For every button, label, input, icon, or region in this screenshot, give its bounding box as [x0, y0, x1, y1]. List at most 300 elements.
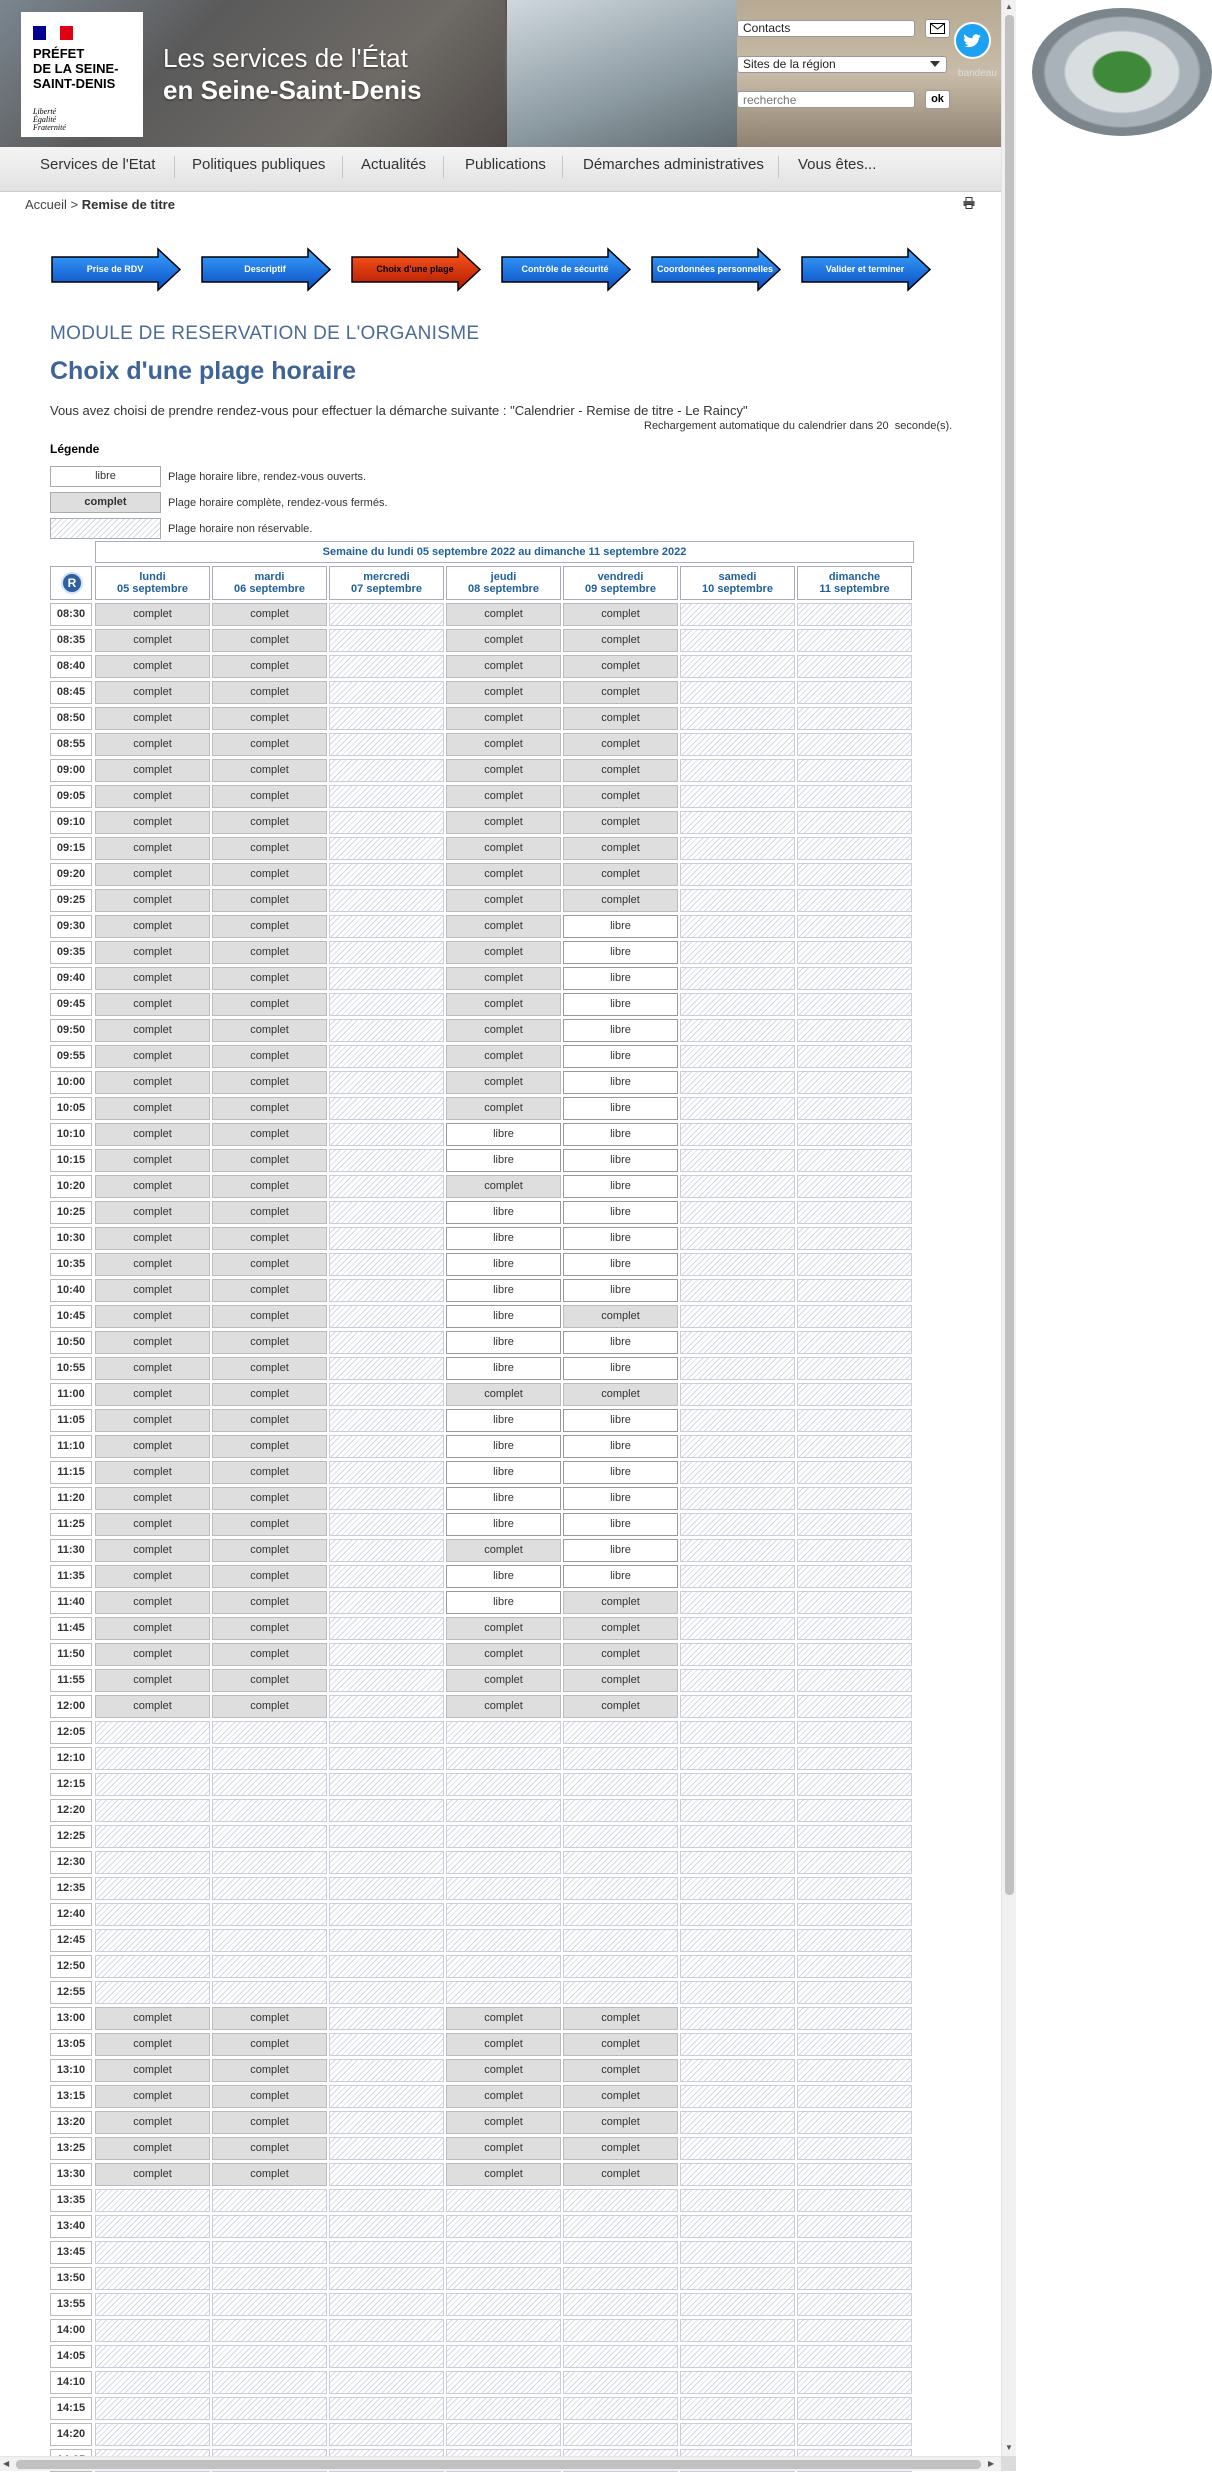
day-header-vendredi: [563, 566, 678, 600]
print-icon[interactable]: [963, 197, 975, 209]
time-label: 10:50: [50, 1331, 92, 1354]
slot-unavailable: [329, 2397, 444, 2420]
slot-unavailable: [680, 1955, 795, 1978]
slot-unavailable: [797, 1201, 912, 1224]
slot-full: complet: [95, 1643, 210, 1666]
nav-vous-etes[interactable]: Vous êtes...: [798, 156, 877, 173]
slot-unavailable: [797, 1357, 912, 1380]
day-name: mardi: [254, 571, 285, 583]
slot-free[interactable]: libre: [446, 1461, 561, 1484]
slot-unavailable: [797, 811, 912, 834]
slot-unavailable: [680, 1435, 795, 1458]
slot-full: complet: [95, 993, 210, 1016]
time-label: 09:55: [50, 1045, 92, 1068]
slot-unavailable: [797, 785, 912, 808]
slot-unavailable: [797, 1175, 912, 1198]
time-label: 11:15: [50, 1461, 92, 1484]
step-label: Coordonnées personnelles: [656, 264, 774, 274]
slot-free[interactable]: libre: [563, 1097, 678, 1120]
slot-unavailable: [329, 2345, 444, 2368]
nav-separator: [443, 156, 444, 178]
slot-unavailable: [563, 2345, 678, 2368]
slot-unavailable: [680, 2007, 795, 2030]
marianne-flag-icon: [33, 26, 73, 40]
time-label: 13:45: [50, 2241, 92, 2264]
legend-free-box: libre: [50, 466, 161, 487]
nav-politiques-publiques[interactable]: Politiques publiques: [192, 156, 326, 173]
time-label: 12:25: [50, 1825, 92, 1848]
slot-unavailable: [797, 2215, 912, 2238]
slot-free[interactable]: libre: [563, 1435, 678, 1458]
nav-separator: [174, 156, 175, 178]
slot-unavailable: [797, 1565, 912, 1588]
time-label: 08:45: [50, 681, 92, 704]
slot-full: complet: [95, 2137, 210, 2160]
slot-full: complet: [212, 1643, 327, 1666]
slot-full: complet: [563, 603, 678, 626]
slot-unavailable: [329, 1643, 444, 1666]
time-label: 14:10: [50, 2371, 92, 2394]
slot-unavailable: [797, 1955, 912, 1978]
time-label: 12:35: [50, 1877, 92, 1900]
slot-unavailable: [329, 1097, 444, 1120]
time-label: 09:05: [50, 785, 92, 808]
slot-free[interactable]: libre: [446, 1305, 561, 1328]
slot-free[interactable]: libre: [446, 1357, 561, 1380]
slot-unavailable: [680, 1877, 795, 1900]
slot-unavailable: [797, 1877, 912, 1900]
slot-unavailable: [329, 2137, 444, 2160]
slot-unavailable: [797, 2033, 912, 2056]
slot-full: complet: [563, 2085, 678, 2108]
slot-full: complet: [95, 655, 210, 678]
day-name: lundi: [139, 571, 166, 583]
slot-full: complet: [563, 2163, 678, 2186]
site-title-line2: en Seine-Saint-Denis: [163, 75, 422, 105]
time-label: 09:25: [50, 889, 92, 912]
slot-full: complet: [212, 1565, 327, 1588]
mail-button[interactable]: [925, 19, 950, 38]
slot-unavailable: [95, 2293, 210, 2316]
nav-demarches[interactable]: Démarches administratives: [583, 156, 764, 173]
slot-free[interactable]: libre: [446, 1409, 561, 1432]
slot-free[interactable]: libre: [563, 1149, 678, 1172]
slot-unavailable: [329, 1019, 444, 1042]
slot-unavailable: [797, 1669, 912, 1692]
slot-unavailable: [797, 1643, 912, 1666]
time-label: 10:40: [50, 1279, 92, 1302]
slot-full: complet: [95, 1019, 210, 1042]
slot-unavailable: [329, 785, 444, 808]
time-label: 08:50: [50, 707, 92, 730]
slot-unavailable: [680, 1487, 795, 1510]
slot-unavailable: [446, 1981, 561, 2004]
slot-free[interactable]: libre: [563, 967, 678, 990]
slot-free[interactable]: libre: [563, 1409, 678, 1432]
motto-line: Liberté: [33, 107, 57, 116]
slot-unavailable: [680, 655, 795, 678]
slot-unavailable: [680, 2319, 795, 2342]
slot-unavailable: [329, 2189, 444, 2212]
slot-unavailable: [95, 1981, 210, 2004]
time-label: 08:35: [50, 629, 92, 652]
time-label: 10:30: [50, 1227, 92, 1250]
slot-full: complet: [446, 1539, 561, 1562]
slot-unavailable: [680, 1981, 795, 2004]
slot-full: complet: [95, 863, 210, 886]
slot-full: complet: [212, 2059, 327, 2082]
slot-free[interactable]: libre: [563, 1201, 678, 1224]
slot-unavailable: [797, 2293, 912, 2316]
time-label: 12:40: [50, 1903, 92, 1926]
slot-full: complet: [446, 2163, 561, 2186]
slot-unavailable: [329, 837, 444, 860]
slot-free[interactable]: libre: [563, 1019, 678, 1042]
day-name: samedi: [718, 571, 757, 583]
day-name: dimanche: [828, 571, 881, 583]
slot-unavailable: [446, 2215, 561, 2238]
slot-full: complet: [212, 1071, 327, 1094]
slot-unavailable: [680, 1175, 795, 1198]
slot-full: complet: [95, 733, 210, 756]
day-name: mercredi: [363, 571, 410, 583]
slot-unavailable: [329, 1695, 444, 1718]
slot-unavailable: [797, 2085, 912, 2108]
slot-unavailable: [563, 1929, 678, 1952]
slot-free[interactable]: libre: [563, 1331, 678, 1354]
time-label: 13:05: [50, 2033, 92, 2056]
time-label: 09:00: [50, 759, 92, 782]
slot-full: complet: [212, 1149, 327, 1172]
slot-unavailable: [329, 1435, 444, 1458]
slot-full: complet: [95, 1435, 210, 1458]
slot-unavailable: [212, 1721, 327, 1744]
slot-full: complet: [95, 889, 210, 912]
time-label: 09:20: [50, 863, 92, 886]
slot-unavailable: [563, 2267, 678, 2290]
slot-unavailable: [680, 785, 795, 808]
slot-free[interactable]: libre: [563, 1357, 678, 1380]
day-name: vendredi: [597, 571, 644, 583]
slot-free[interactable]: libre: [563, 1071, 678, 1094]
slot-free[interactable]: libre: [446, 1149, 561, 1172]
slot-unavailable: [329, 1305, 444, 1328]
slot-unavailable: [680, 759, 795, 782]
time-label: 11:55: [50, 1669, 92, 1692]
slot-unavailable: [797, 1253, 912, 1276]
slot-full: complet: [563, 1669, 678, 1692]
slot-free[interactable]: libre: [563, 1227, 678, 1250]
nav-separator: [562, 156, 563, 178]
slot-unavailable: [329, 2215, 444, 2238]
time-label: 12:45: [50, 1929, 92, 1952]
slot-unavailable: [563, 2371, 678, 2394]
slot-unavailable: [329, 1149, 444, 1172]
slot-unavailable: [797, 1227, 912, 1250]
slot-unavailable: [446, 2267, 561, 2290]
time-label: 08:55: [50, 733, 92, 756]
nav-actualites[interactable]: Actualités: [361, 156, 427, 173]
slot-free[interactable]: libre: [563, 1539, 678, 1562]
slot-free[interactable]: libre: [563, 1045, 678, 1068]
slot-unavailable: [563, 2319, 678, 2342]
slot-unavailable: [563, 1799, 678, 1822]
slot-free[interactable]: libre: [563, 915, 678, 938]
slot-free[interactable]: libre: [446, 1227, 561, 1250]
slot-full: complet: [212, 1253, 327, 1276]
slot-unavailable: [212, 1929, 327, 1952]
slot-unavailable: [329, 1123, 444, 1146]
slot-unavailable: [95, 1851, 210, 1874]
chevron-down-icon: [930, 61, 940, 67]
slot-unavailable: [797, 1071, 912, 1094]
slot-unavailable: [329, 1331, 444, 1354]
slot-unavailable: [797, 2241, 912, 2264]
slot-unavailable: [680, 1227, 795, 1250]
slot-free[interactable]: libre: [563, 941, 678, 964]
slot-unavailable: [797, 655, 912, 678]
time-label: 09:50: [50, 1019, 92, 1042]
slot-full: complet: [446, 2059, 561, 2082]
breadcrumb: [25, 197, 175, 212]
slot-unavailable: [680, 2059, 795, 2082]
slot-free[interactable]: libre: [446, 1487, 561, 1510]
slot-free[interactable]: libre: [446, 1253, 561, 1276]
slot-full: complet: [446, 1643, 561, 1666]
slot-full: complet: [212, 1175, 327, 1198]
slot-full: complet: [95, 603, 210, 626]
slot-unavailable: [797, 2189, 912, 2212]
scroll-down-icon[interactable]: ▼: [1005, 2443, 1013, 2452]
banner-alt-text: bandeau: [958, 68, 997, 79]
slot-full: complet: [212, 603, 327, 626]
slot-unavailable: [797, 837, 912, 860]
slot-full: complet: [212, 1383, 327, 1406]
slot-unavailable: [680, 2371, 795, 2394]
slot-unavailable: [212, 1825, 327, 1848]
vertical-scrollbar[interactable]: [1001, 0, 1016, 2456]
time-label: 10:20: [50, 1175, 92, 1198]
slot-unavailable: [680, 733, 795, 756]
scroll-left-icon[interactable]: ◀: [3, 2459, 10, 2468]
slot-unavailable: [797, 2397, 912, 2420]
slot-unavailable: [797, 1591, 912, 1614]
slot-full: complet: [212, 1227, 327, 1250]
slot-full: complet: [446, 655, 561, 678]
slot-free[interactable]: libre: [563, 993, 678, 1016]
time-label: 09:45: [50, 993, 92, 1016]
slot-full: complet: [446, 2085, 561, 2108]
slot-unavailable: [797, 707, 912, 730]
slot-full: complet: [212, 941, 327, 964]
slot-full: complet: [95, 811, 210, 834]
slot-unavailable: [797, 889, 912, 912]
slot-unavailable: [329, 2059, 444, 2082]
slot-unavailable: [95, 1877, 210, 1900]
slot-unavailable: [797, 681, 912, 704]
search-input[interactable]: [737, 91, 915, 108]
slot-unavailable: [446, 2241, 561, 2264]
slot-free[interactable]: libre: [446, 1123, 561, 1146]
slot-full: complet: [212, 2137, 327, 2160]
slot-unavailable: [329, 707, 444, 730]
slot-full: complet: [446, 603, 561, 626]
slot-unavailable: [212, 2397, 327, 2420]
slot-full: complet: [446, 993, 561, 1016]
slot-full: complet: [95, 915, 210, 938]
slot-unavailable: [797, 1539, 912, 1562]
slot-unavailable: [797, 1383, 912, 1406]
slot-free[interactable]: libre: [446, 1331, 561, 1354]
step-label: Descriptif: [244, 264, 286, 274]
vertical-scroll-thumb[interactable]: [1005, 15, 1014, 1895]
slot-unavailable: [563, 1851, 678, 1874]
slot-full: complet: [446, 967, 561, 990]
scroll-right-icon[interactable]: ▶: [988, 2459, 995, 2468]
nav-publications[interactable]: Publications: [465, 156, 546, 173]
slot-unavailable: [329, 2293, 444, 2316]
slot-unavailable: [680, 1773, 795, 1796]
slot-unavailable: [212, 1903, 327, 1926]
slot-unavailable: [680, 1591, 795, 1614]
slot-unavailable: [563, 2189, 678, 2212]
module-title: MODULE DE RESERVATION DE L'ORGANISME: [50, 323, 480, 344]
slot-full: complet: [95, 1279, 210, 1302]
slot-free[interactable]: libre: [446, 1513, 561, 1536]
time-label: 13:35: [50, 2189, 92, 2212]
slot-unavailable: [329, 1201, 444, 1224]
time-label: 11:35: [50, 1565, 92, 1588]
slot-full: complet: [212, 1539, 327, 1562]
slot-full: complet: [95, 1331, 210, 1354]
slot-full: complet: [212, 785, 327, 808]
slot-full: complet: [95, 1669, 210, 1692]
slot-full: complet: [446, 1669, 561, 1692]
contacts-link[interactable]: Contacts: [737, 20, 915, 37]
slot-unavailable: [212, 2423, 327, 2446]
horizontal-scroll-thumb[interactable]: [16, 2460, 981, 2469]
time-label: 09:40: [50, 967, 92, 990]
time-label: 09:30: [50, 915, 92, 938]
slot-free[interactable]: libre: [446, 1565, 561, 1588]
time-label: 13:50: [50, 2267, 92, 2290]
slot-unavailable: [212, 2293, 327, 2316]
breadcrumb-home-link[interactable]: Accueil: [25, 197, 67, 212]
time-label: 10:45: [50, 1305, 92, 1328]
day-header-dimanche: [797, 566, 912, 600]
slot-free[interactable]: libre: [563, 1513, 678, 1536]
slot-free[interactable]: libre: [446, 1279, 561, 1302]
slot-full: complet: [446, 629, 561, 652]
search-submit-button[interactable]: ok: [925, 90, 950, 109]
slot-full: complet: [212, 1513, 327, 1536]
slot-unavailable: [680, 1747, 795, 1770]
slot-full: complet: [95, 629, 210, 652]
time-label: 11:40: [50, 1591, 92, 1614]
horizontal-scrollbar[interactable]: [0, 2456, 1001, 2471]
day-date: 09 septembre: [585, 583, 656, 595]
slot-full: complet: [212, 2033, 327, 2056]
slot-full: complet: [95, 1253, 210, 1276]
slot-unavailable: [797, 1097, 912, 1120]
slot-unavailable: [329, 1513, 444, 1536]
slot-unavailable: [797, 1487, 912, 1510]
slot-full: complet: [212, 759, 327, 782]
slot-free[interactable]: libre: [563, 1279, 678, 1302]
slot-full: complet: [95, 1123, 210, 1146]
slot-free[interactable]: libre: [446, 1435, 561, 1458]
time-label: 13:10: [50, 2059, 92, 2082]
slot-unavailable: [446, 2293, 561, 2316]
scroll-up-icon[interactable]: ▲: [1005, 2, 1013, 11]
slot-free[interactable]: libre: [446, 1591, 561, 1614]
slot-unavailable: [329, 1747, 444, 1770]
slot-free[interactable]: libre: [563, 1123, 678, 1146]
site-header: [0, 0, 1001, 147]
twitter-icon[interactable]: [954, 22, 991, 59]
logo-line: DE LA SEINE-: [33, 61, 119, 76]
slot-unavailable: [563, 1903, 678, 1926]
slot-unavailable: [329, 2319, 444, 2342]
prefecture-logo[interactable]: [21, 12, 143, 137]
slot-unavailable: [797, 1695, 912, 1718]
slot-full: complet: [212, 1357, 327, 1380]
slot-unavailable: [446, 2397, 561, 2420]
slot-unavailable: [446, 1851, 561, 1874]
slot-free[interactable]: libre: [446, 1201, 561, 1224]
slot-full: complet: [212, 863, 327, 886]
slot-full: complet: [563, 2059, 678, 2082]
day-date: 05 septembre: [117, 583, 188, 595]
reload-notice: [644, 420, 952, 432]
slot-free[interactable]: libre: [563, 1565, 678, 1588]
slot-full: complet: [212, 2111, 327, 2134]
slot-unavailable: [446, 1773, 561, 1796]
slot-unavailable: [680, 2189, 795, 2212]
slot-unavailable: [446, 1747, 561, 1770]
slot-unavailable: [797, 2137, 912, 2160]
slot-unavailable: [329, 1903, 444, 1926]
slot-unavailable: [797, 967, 912, 990]
slot-unavailable: [797, 941, 912, 964]
time-label: 12:55: [50, 1981, 92, 2004]
legend-free-text: Plage horaire libre, rendez-vous ouverts.: [168, 471, 367, 483]
slot-unavailable: [329, 655, 444, 678]
slot-free[interactable]: libre: [563, 1487, 678, 1510]
legend-title: Légende: [50, 442, 100, 456]
site-title[interactable]: [163, 42, 422, 106]
slot-full: complet: [446, 733, 561, 756]
slot-full: complet: [446, 2137, 561, 2160]
reload-text: Rechargement automatique du calendrier dans: [644, 420, 874, 432]
slot-free[interactable]: libre: [563, 1175, 678, 1198]
slot-unavailable: [797, 2423, 912, 2446]
sites-region-select[interactable]: [737, 56, 947, 73]
slot-full: complet: [95, 1305, 210, 1328]
slot-unavailable: [329, 1175, 444, 1198]
slot-full: complet: [95, 1461, 210, 1484]
slot-free[interactable]: libre: [563, 1253, 678, 1276]
slot-unavailable: [95, 1903, 210, 1926]
slot-unavailable: [680, 2293, 795, 2316]
slot-free[interactable]: libre: [563, 1461, 678, 1484]
slot-full: complet: [95, 941, 210, 964]
nav-services-etat[interactable]: Services de l'Etat: [40, 156, 156, 173]
slot-full: complet: [446, 1695, 561, 1718]
slot-unavailable: [797, 1019, 912, 1042]
slot-full: complet: [446, 837, 561, 860]
slot-unavailable: [446, 2319, 561, 2342]
